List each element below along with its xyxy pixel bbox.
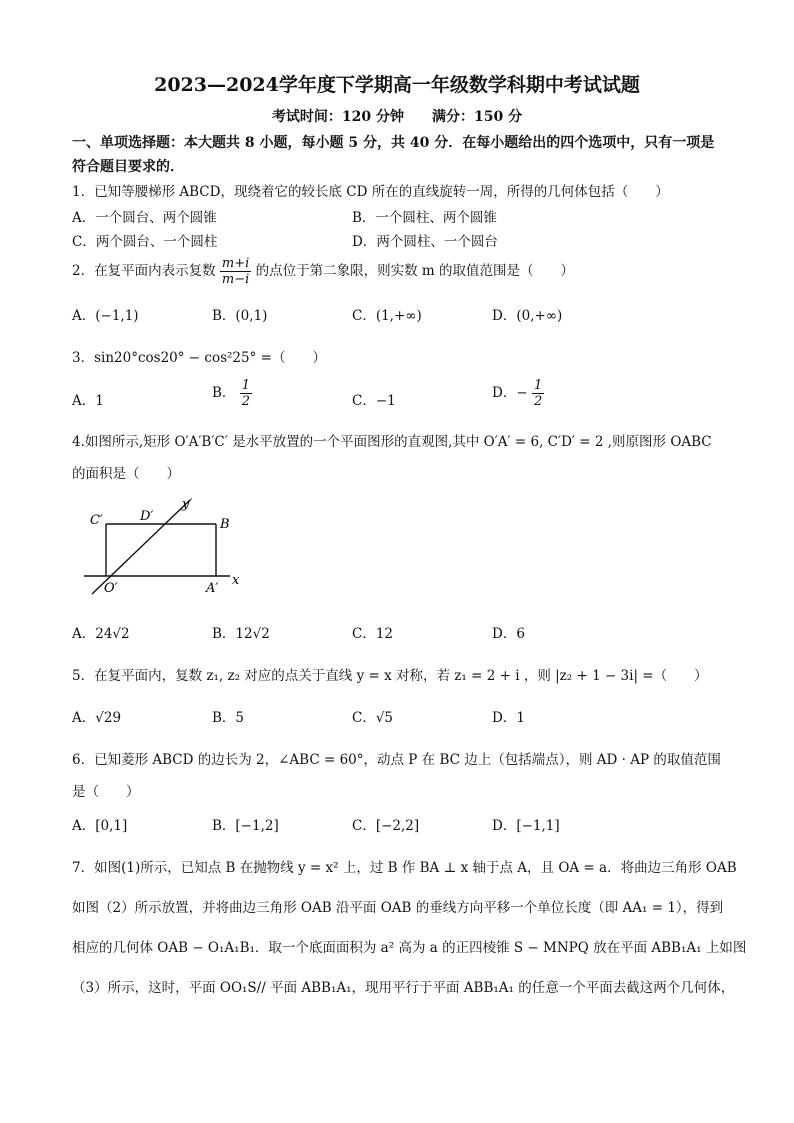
- question-3-option-b: [212, 378, 252, 409]
- exam-subtitle: 考试时间：120 分钟 满分：150 分: [271, 109, 523, 125]
- question-3-option-b-fraction: [240, 378, 252, 409]
- question-6-option-b: B．[−1,2]: [212, 818, 279, 834]
- question-3-option-d-fraction: [532, 378, 544, 409]
- question-7-line-4: （3）所示，这时，平面 OO₁S// 平面 ABB₁A₁，现用平行于平面 ABB₁A₁ 的任意一个平面去截这两个几何体，: [72, 980, 735, 996]
- question-5-option-b: B．5: [212, 710, 245, 726]
- question-3-option-c: C．−1: [352, 393, 396, 409]
- question-5-option-c: C．√5: [352, 710, 394, 726]
- question-2-stem-pre: 2．在复平面内表示复数: [72, 263, 216, 279]
- question-7-line-3: 相应的几何体 OAB − O₁A₁B₁．取一个底面面积为 a² 高为 a 的正四棱锥 S − MNPQ 放在平面 ABB₁A₁ 上如图: [72, 940, 747, 956]
- question-4-option-b: B．12√2: [212, 626, 270, 642]
- question-1-option-d: D．两个圆柱、一个圆台: [352, 234, 498, 250]
- question-1-option-b: B．一个圆柱、两个圆锥: [352, 210, 497, 226]
- question-3-option-d-numerator: 1: [533, 378, 543, 393]
- question-3-option-d: [492, 378, 544, 409]
- label-y-prime: y′: [182, 497, 193, 512]
- question-2-option-c: C．(1,+∞): [352, 308, 422, 324]
- question-2-stem-post: 的点位于第二象限，则实数 m 的取值范围是（ ）: [255, 263, 574, 279]
- question-6-option-d: D．[−1,1]: [492, 818, 560, 834]
- question-4-figure: [78, 494, 258, 598]
- question-4-stem-line-2: 的面积是（ ）: [72, 466, 180, 482]
- question-6-stem-line-2: 是（ ）: [72, 784, 140, 800]
- label-a-prime: A′: [206, 581, 219, 596]
- label-o-prime: O′: [104, 581, 118, 596]
- question-3-option-d-denominator: 2: [533, 394, 543, 409]
- question-2-option-b: B．(0,1): [212, 308, 268, 324]
- question-6-stem-line-1: 6．已知菱形 ABCD 的边长为 2，∠ABC = 60°，动点 P 在 BC 边上（包括端点），则 AD · AP 的取值范围: [72, 752, 721, 768]
- question-1-stem: 1．已知等腰梯形 ABCD，现绕着它的较长底 CD 所在的直线旋转一周，所得的几何体包括（ ）: [72, 184, 669, 200]
- question-3-option-b-label: B．: [212, 385, 236, 401]
- question-2-option-a: A．(−1,1): [72, 308, 139, 324]
- question-7-line-2: 如图（2）所示放置，并将曲边三角形 OAB 沿平面 OAB 的垂线方向平移一个单位长度（即 AA₁ = 1），得到: [72, 900, 724, 916]
- question-3-option-d-label: D．−: [492, 385, 528, 401]
- question-1-option-c: C．两个圆台、一个圆柱: [72, 234, 218, 250]
- label-x: x: [232, 573, 240, 588]
- question-5-stem: 5．在复平面内，复数 z₁, z₂ 对应的点关于直线 y = x 对称，若 z₁ = 2 + i ，则 |z₂ + 1 − 3i| =（ ）: [72, 668, 708, 684]
- question-4-option-c: C．12: [352, 626, 394, 642]
- label-b: B: [220, 517, 230, 532]
- question-3-option-b-numerator: 1: [241, 378, 250, 393]
- question-3-option-a: A．1: [72, 393, 104, 409]
- question-6-option-a: A．[0,1]: [72, 818, 128, 834]
- question-3-option-b-denominator: 2: [241, 394, 250, 409]
- question-5-option-d: D．1: [492, 710, 525, 726]
- question-2-fraction-denominator: m−i: [221, 272, 250, 287]
- question-5-option-a: A．√29: [72, 710, 122, 726]
- question-2-option-d: D．(0,+∞): [492, 308, 563, 324]
- label-d-prime: D′: [140, 509, 154, 524]
- question-4-stem-line-1: 4.如图所示,矩形 O′A′B′C′ 是水平放置的一个平面图形的直观图,其中 O′A′ = 6, C′D′ = 2 ,则原图形 OABC: [72, 434, 712, 450]
- label-c-prime: C′: [90, 513, 103, 528]
- exam-title: 2023—2024学年度下学期高一年级数学科期中考试试题: [154, 74, 640, 96]
- question-7-line-1: 7．如图(1)所示，已知点 B 在抛物线 y = x² 上，过 B 作 BA ⊥ x 轴于点 A，且 OA = a．将曲边三角形 OAB: [72, 860, 737, 876]
- question-1-option-a: A．一个圆台、两个圆锥: [72, 210, 217, 226]
- question-2-fraction-numerator: m+i: [221, 256, 250, 271]
- question-3-stem: 3．sin20°cos20° − cos²25° =（ ）: [72, 350, 326, 366]
- section-heading: 一、单项选择题：本大题共 8 小题，每小题 5 分，共 40 分．在每小题给出的四个选项中，只有一项是符合题目要求的．: [72, 135, 715, 175]
- question-2-stem: [72, 256, 574, 287]
- question-2-fraction: [220, 256, 251, 287]
- question-4-option-a: A．24√2: [72, 626, 130, 642]
- question-6-option-c: C．[−2,2]: [352, 818, 420, 834]
- question-4-option-d: D．6: [492, 626, 525, 642]
